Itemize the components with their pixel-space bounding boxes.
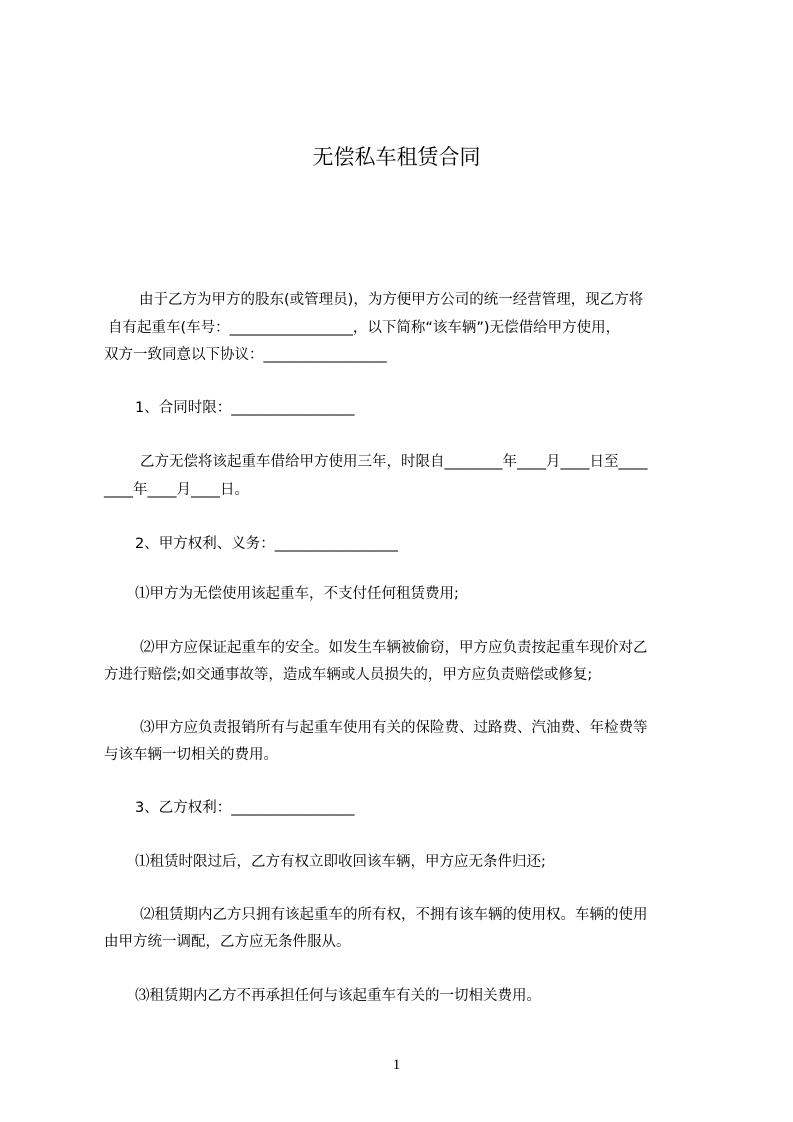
section-3-item-1: ⑴租赁时限过后，乙方有权立即收回该车辆，甲方应无条件归还; — [135, 854, 546, 870]
section-1-paragraph-line-1: 乙方无偿将该起重车借给甲方使用三年，时限自________年____月____日至____ — [140, 454, 648, 470]
intro-line-1: 由于乙方为甲方的股东(或管理员)，为方便甲方公司的统一经营管理，现乙方将 — [139, 292, 644, 308]
document-title: 无偿私车租赁合同 — [312, 145, 481, 169]
section-3-item-2-line-1: ⑵租赁期内乙方只拥有该起重车的所有权，不拥有该车辆的使用权。车辆的使用 — [140, 907, 648, 923]
section-2-item-2-line-2: 方进行赔偿;如交通事故等，造成车辆或人员损失的，甲方应负责赔偿或修复; — [104, 667, 593, 683]
page-number: 1 — [392, 1057, 401, 1073]
intro-line-3: 双方一致同意以下协议：_________________ — [104, 347, 387, 363]
section-3-item-2-line-2: 由甲方统一调配，乙方应无条件服从。 — [104, 934, 351, 950]
section-3-heading: 3、乙方权利：_________________ — [135, 800, 355, 816]
section-2-item-2-line-1: ⑵甲方应保证起重车的安全。如发生车辆被偷窃，甲方应负责按起重车现价对乙 — [140, 640, 648, 656]
section-3-item-3: ⑶租赁期内乙方不再承担任何与该起重车有关的一切相关费用。 — [135, 988, 541, 1004]
intro-line-2: 自有起重车(车号：_________________，以下简称“该车辆”)无偿借给甲方使用， — [108, 320, 621, 336]
section-2-item-3-line-1: ⑶甲方应负责报销所有与起重车使用有关的保险费、过路费、汽油费、年检费等 — [140, 720, 648, 736]
section-1-paragraph-line-2: ____年____月____日。 — [104, 482, 249, 498]
section-2-item-1: ⑴甲方为无偿使用该起重车，不支付任何租赁费用; — [135, 586, 459, 602]
section-1-heading: 1、合同时限：_________________ — [135, 400, 355, 416]
section-2-item-3-line-2: 与该车辆一切相关的费用。 — [104, 747, 278, 763]
section-2-heading: 2、甲方权利、义务：_________________ — [135, 536, 398, 552]
